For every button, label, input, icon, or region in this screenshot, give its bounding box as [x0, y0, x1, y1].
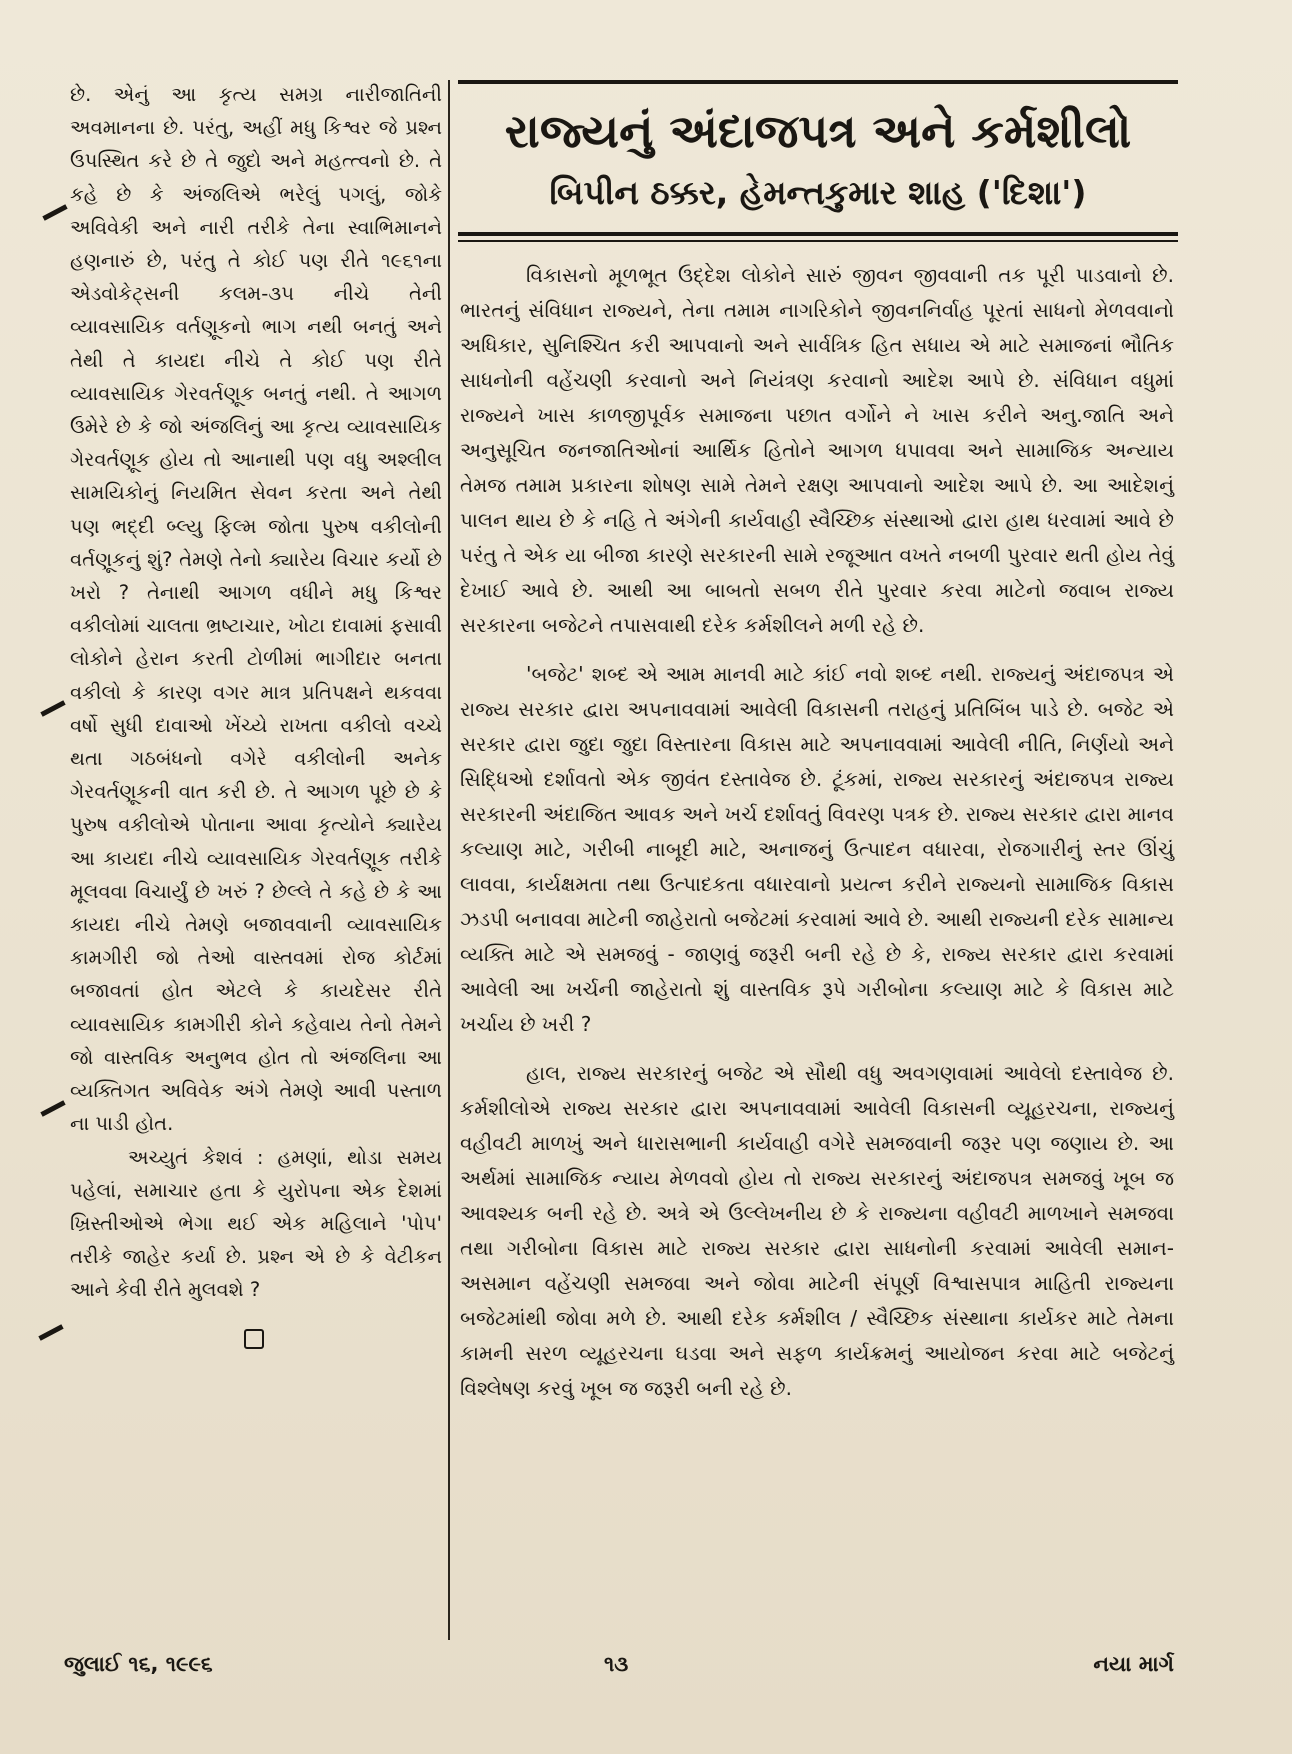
- article-paragraph-1: વિકાસનો મૂળભૂત ઉદ્દેશ લોકોને સારું જીવન જીવવાની તક પૂરી પાડવાનો છે. ભારતનું સંવિધાન રાજ્યને, તેના તમામ નાગરિકોને જીવનનિર્વાહ પૂરતાં સાધનો મેળવવાનો અધિકાર, સુનિશ્ચિત કરી આપવાનો અને સાર્વત્રિક હિત સધાય એ માટે સમાજનાં ભૌતિક સાધનોની વહેંચણી કરવાનો અને નિયંત્રણ કરવાનો આદેશ આપે છે. સંવિધાન વધુમાં રાજ્યને ખાસ કાળજીપૂર્વક સમાજના પછાત વર્ગોને ને ખાસ કરીને અનુ.જાતિ અને અનુસૂચિત જનજાતિઓનાં આર્થિક હિતોને આગળ ધપાવવા અને સામાજિક અન્યાય તેમજ તમામ પ્રકારના શોષણ સામે તેમને રક્ષણ આપવાનો આદેશ આપે છે. આ આદેશનું પાલન થાય છે કે નહિ તે અંગેની કાર્યવાહી સ્વૈચ્છિક સંસ્થાઓ દ્વારા હાથ ધરવામાં આવે છે પરંતુ તે એક યા બીજા કારણે સરકારની સામે રજૂઆત વખતે નબળી પુરવાર થતી હોય તેવું દેખાઈ આવે છે. આથી આ બાબતો સબળ રીતે પુરવાર કરવા માટેનો જવાબ રાજ્ય સરકારના બજેટને તપાસવાથી દરેક કર્મશીલને મળી રહે છે.: [460, 262, 1174, 637]
- left-paragraph-1: છે. એનું આ કૃત્ય સમગ્ર નારીજાતિની અવમાનના છે. પરંતુ, અહીં મધુ કિશ્વર જે પ્રશ્ન ઉપસ્થિત કરે છે તે જુદો અને મહત્ત્વનો છે. તે કહે છે કે અંજલિએ ભરેલું પગલું, જોકે અવિવેકી અને નારી તરીકે તેના સ્વાભિમાનને હણનારું છે, પરંતુ તે કોઈ પણ રીતે ૧૯૬૧ના એડવોકેટ્સની કલમ-૩૫ નીચે તેની વ્યાવસાયિક વર્તણૂકનો ભાગ નથી બનતું અને તેથી તે કાયદા નીચે તે કોઈ પણ રીતે વ્યાવસાયિક ગેરવર્તણૂક બનતું નથી. તે આગળ ઉમેરે છે કે જો અંજલિનું આ કૃત્ય વ્યાવસાયિક ગેરવર્તણૂક હોય તો આનાથી પણ વધુ અશ્લીલ સામયિકોનું નિયમિત સેવન કરતા અને તેથી પણ ભદ્દી બ્લ્યુ ફિલ્મ જોતા પુરુષ વકીલોની વર્તણૂકનું શું? તેમણે તેનો ક્યારેય વિચાર કર્યો છે ખરો ? તેનાથી આગળ વધીને મધુ કિશ્વર વકીલોમાં ચાલતા ભ્રષ્ટાચાર, ખોટા દાવામાં ફસાવી લોકોને હેરાન કરતી ટોળીમાં ભાગીદાર બનતા વકીલો કે કારણ વગર માત્ર પ્રતિપક્ષને થકવવા વર્ષો સુધી દાવાઓ ખેંચ્યે રાખતા વકીલો વચ્ચે થતા ગઠબંધનો વગેરે વકીલોની અનેક ગેરવર્તણૂકની વાત કરી છે. તે આગળ પૂછે છે કે પુરુષ વકીલોએ પોતાના આવા કૃત્યોને ક્યારેય આ કાયદા નીચે વ્યાવસાયિક ગેરવર્તણૂક તરીકે મૂલવવા વિચાર્યું છે ખરું ? છેલ્લે તે કહે છે કે આ કાયદા નીચે તેમણે બજાવવાની વ્યાવસાયિક કામગીરી જો તેઓ વાસ્તવમાં રોજ કોર્ટમાં બજાવતાં હોત એટલે કે કાયદેસર રીતે વ્યાવસાયિક કામગીરી કોને કહેવાય તેનો તેમને જો વાસ્તવિક અનુભવ હોત તો અંજલિના આ વ્યક્તિગત અવિવેક અંગે તેમણે આવી પસ્તાળ ના પાડી હોત.: [70, 83, 442, 1136]
- left-paragraph-2: અચ્યુતં કેશવં : હમણાં, થોડા સમય પહેલાં, સમાચાર હતા કે યુરોપના એક દેશમાં ખ્રિસ્તીઓએ ભેગા થઈ એક મહિલાને 'પોપ' તરીકે જાહેર કર્યા છે. પ્રશ્ન એ છે કે વેટીકન આને કેવી રીતે મુલવશે ?: [70, 1145, 442, 1302]
- footer-magazine-name: નયા માર્ગ: [1093, 1652, 1174, 1676]
- left-column: [70, 78, 442, 1349]
- margin-pen-mark: [40, 700, 65, 717]
- article-authors: બિપીન ઠક્કર, હેમન્તકુમાર શાહ ('દિશા'): [549, 173, 1087, 212]
- article-title: રાજ્યનું અંદાજપત્ર અને કર્મશીલો: [504, 104, 1132, 158]
- title-bottom-rule-thin: [458, 240, 1178, 242]
- title-bottom-rules: [458, 232, 1178, 242]
- article-body: [458, 258, 1178, 1406]
- article: [458, 80, 1178, 1420]
- article-paragraph-2: 'બજેટ' શબ્દ એ આમ માનવી માટે કાંઈ નવો શબ્દ નથી. રાજ્યનું અંદાજપત્ર એ રાજ્ય સરકાર દ્વારા અપનાવવામાં આવેલી વિકાસની તરાહનું પ્રતિબિંબ પાડે છે. બજેટ એ સરકાર દ્વારા જુદા જુદા વિસ્તારના વિકાસ માટે અપનાવવામાં આવેલી નીતિ, નિર્ણયો અને સિદ્ધિઓ દર્શાવતો એક જીવંત દસ્તાવેજ છે. ટૂંકમાં, રાજ્ય સરકારનું અંદાજપત્ર રાજ્ય સરકારની અંદાજિત આવક અને ખર્ચ દર્શાવતું વિવરણ પત્રક છે. રાજ્ય સરકાર દ્વારા માનવ કલ્યાણ માટે, ગરીબી નાબૂદી માટે, અનાજનું ઉત્પાદન વધારવા, રોજગારીનું સ્તર ઊંચું લાવવા, કાર્યક્ષમતા તથા ઉત્પાદકતા વધારવાનો પ્રયત્ન કરીને રાજ્યનો સામાજિક વિકાસ ઝડપી બનાવવા માટેની જાહેરાતો બજેટમાં કરવામાં આવે છે. આથી રાજ્યની દરેક સામાન્ય વ્યક્તિ માટે એ સમજવું - જાણવું જરૂરી બની રહે છે કે, રાજ્ય સરકાર દ્વારા કરવામાં આવેલી આ ખર્ચની જાહેરાતો શું વાસ્તવિક રૂપે ગરીબોના કલ્યાણ માટે કે વિકાસ માટે ખર્ચાય છે ખરી ?: [460, 661, 1174, 1036]
- page-footer: [64, 1652, 1174, 1686]
- footer-date: જુલાઈ ૧૬, ૧૯૯૬: [64, 1652, 213, 1676]
- margin-pen-mark: [38, 1324, 63, 1341]
- end-of-article-mark: [244, 1329, 264, 1349]
- article-paragraph-3: હાલ, રાજ્ય સરકારનું બજેટ એ સૌથી વધુ અવગણવામાં આવેલો દસ્તાવેજ છે. કર્મશીલોએ રાજ્ય સરકાર દ્વારા અપનાવવામાં આવેલી વિકાસની વ્યૂહરચના, રાજ્યનું વહીવટી માળખું અને ધારાસભાની કાર્યવાહી વગેરે સમજવાની જરૂર પણ જણાય છે. આ અર્થમાં સામાજિક ન્યાય મેળવવો હોય તો રાજ્ય સરકારનું અંદાજપત્ર સમજવું ખૂબ જ આવશ્યક બની રહે છે. અત્રે એ ઉલ્લેખનીય છે કે રાજ્યના વહીવટી માળખાને સમજવા તથા ગરીબોના વિકાસ માટે રાજ્ય સરકાર દ્વારા સાધનોની કરવામાં આવેલી સમાન-અસમાન વહેંચણી સમજવા અને જોવા માટેની સંપૂર્ણ વિશ્વાસપાત્ર માહિતી રાજ્યના બજેટમાંથી જોવા મળે છે. આથી દરેક કર્મશીલ / સ્વૈચ્છિક સંસ્થાના કાર્યકર માટે તેમના કામની સરળ વ્યૂહરચના ઘડવા અને સફળ કાર્યક્રમનું આયોજન કરવા માટે બજેટનું વિશ્લેષણ કરવું ખૂબ જ જરૂરી બની રહે છે.: [460, 1060, 1174, 1400]
- title-top-rule: [458, 80, 1178, 84]
- footer-page-number: ૧૩: [604, 1652, 629, 1676]
- column-divider: [448, 80, 450, 1640]
- margin-pen-mark: [42, 204, 67, 221]
- margin-pen-mark: [40, 1100, 65, 1117]
